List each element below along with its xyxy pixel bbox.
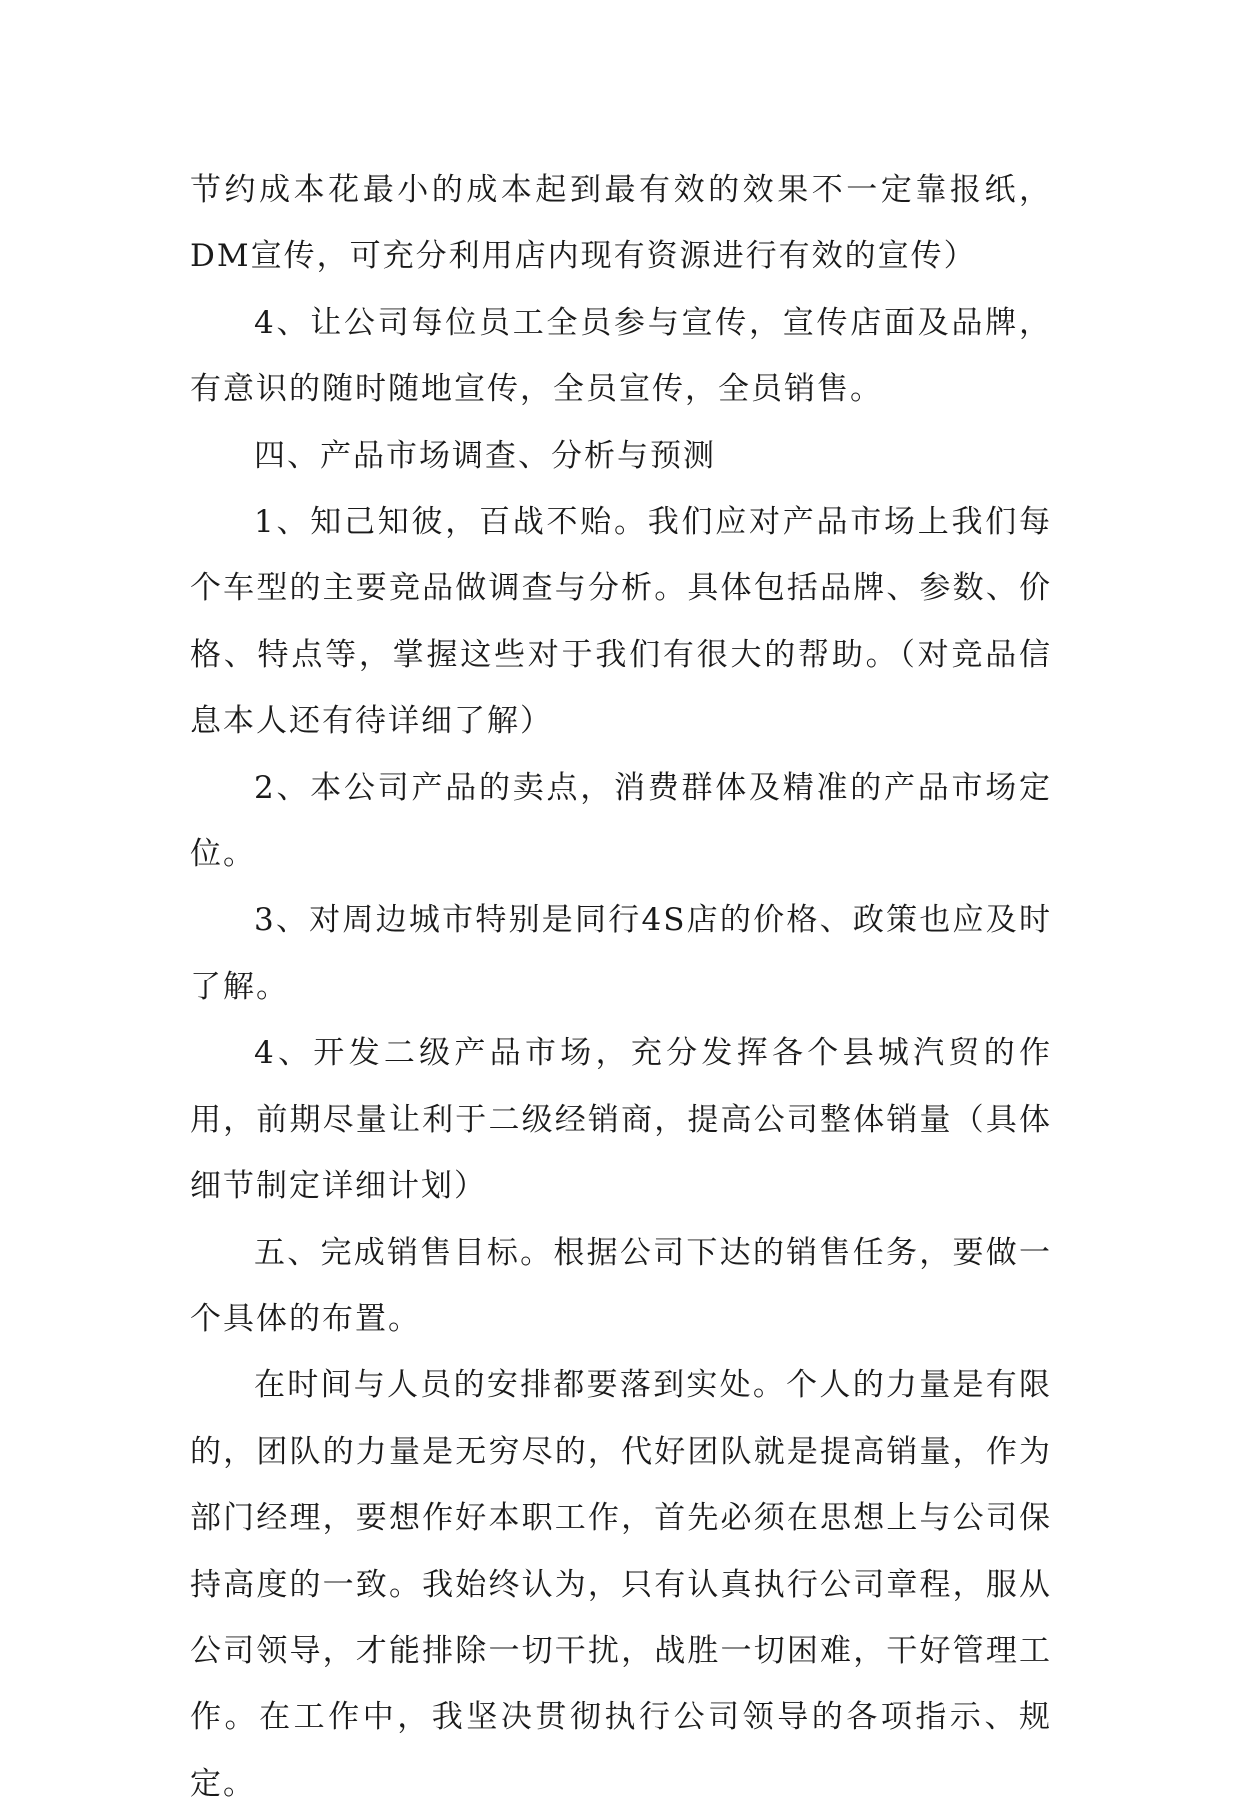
paragraph-5: 3、对周边城市特别是同行4S店的价格、政策也应及时了解。 (190, 902, 1052, 1005)
paragraph-3: 1、知己知彼，百战不贻。我们应对产品市场上我们每个车型的主要竞品做调查与分析。具体包括品牌、参数、价格、特点等，掌握这些对于我们有很大的帮助。（对竞品信息本人还有待详细了解） (190, 504, 1052, 740)
document-body (190, 157, 1052, 1817)
paragraph-2: 4、让公司每位员工全员参与宣传，宣传店面及品牌，有意识的随时随地宣传，全员宣传，全员销售。 (190, 304, 1052, 408)
paragraph-4: 2、本公司产品的卖点，消费群体及精准的产品市场定位。 (190, 769, 1052, 873)
paragraph-7: 在时间与人员的安排都要落到实处。个人的力量是有限的，团队的力量是无穷尽的，代好团队就是提高销量，作为部门经理，要想作好本职工作，首先必须在思想上与公司保持高度的一致。我始终认为，只有认真执行公司章程，服从公司领导，才能排除一切干扰，战胜一切困难，干好管理工作。在工作中，我坚决贯彻执行公司领导的各项指示、规定。 (190, 1367, 1052, 1802)
section-heading-5: 五、完成销售目标。根据公司下达的销售任务，要做一个具体的布置。 (190, 1234, 1052, 1337)
paragraph-1: 节约成本花最小的成本起到最有效的效果不一定靠报纸，DM宣传，可充分利用店内现有资源进行有效的宣传） (190, 172, 1052, 275)
section-heading-4: 四、产品市场调查、分析与预测 (254, 437, 716, 474)
paragraph-6: 4、开发二级产品市场，充分发挥各个县城汽贸的作用，前期尽量让利于二级经销商，提高公司整体销量（具体细节制定详细计划） (190, 1035, 1052, 1205)
